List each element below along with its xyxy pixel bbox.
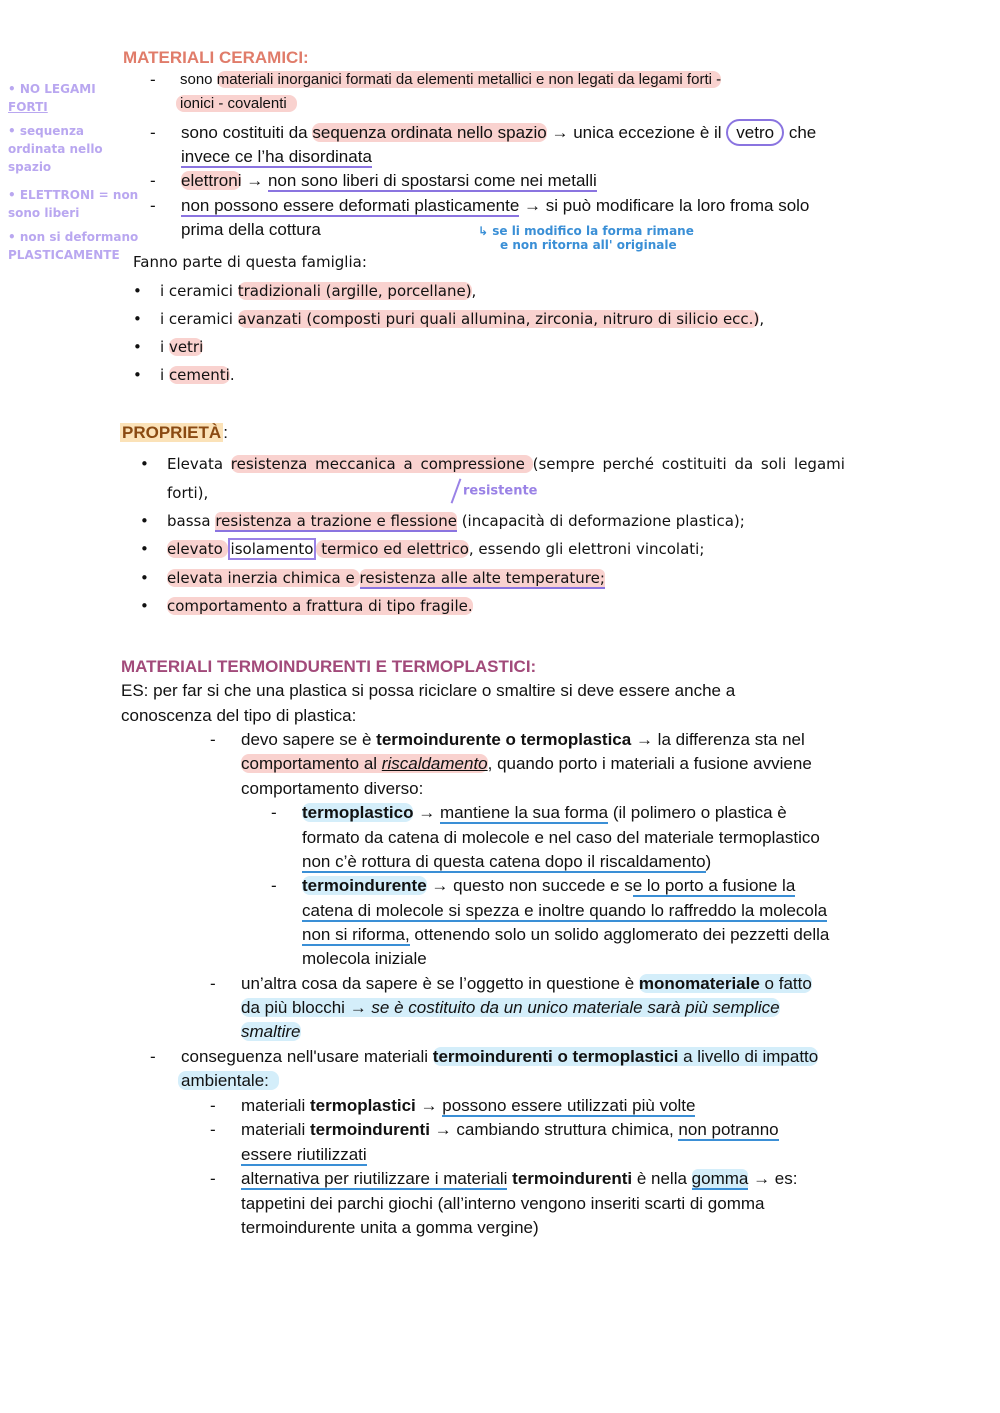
- bullet: •: [140, 455, 149, 473]
- text: (il polimero o plastica è: [608, 803, 787, 822]
- bullet: •: [140, 597, 149, 615]
- text: che: [784, 123, 817, 142]
- termo-sub-item: [210, 1118, 779, 1142]
- highlight: elevato: [167, 540, 228, 558]
- dash: -: [210, 1169, 216, 1188]
- text: → cambiando struttura chimica,: [429, 1120, 679, 1139]
- proprieta-item: [140, 509, 745, 533]
- text: materiali: [241, 1096, 310, 1115]
- highlight: vetri: [168, 338, 204, 356]
- text-line: [167, 594, 473, 618]
- termoplastico-cont: formato da catena di molecole e nel caso del materiale termoplastico: [302, 828, 820, 847]
- margin-note: PLASTICAMENTE: [8, 248, 120, 262]
- termo-intro-2: conoscenza del tipo di plastica:: [121, 706, 357, 725]
- bold-text: termoindurenti: [512, 1169, 633, 1188]
- margin-note: • sequenza: [8, 124, 85, 138]
- highlight: [433, 1047, 818, 1066]
- family-item: [133, 363, 235, 387]
- margin-note: ordinata nello: [8, 142, 103, 156]
- underlined-text: non sono liberi di spostarsi come nei metalli: [267, 171, 597, 190]
- dash: -: [271, 803, 277, 822]
- termoindurente-cont: [302, 899, 827, 923]
- text: conseguenza nell'usare materiali: [181, 1047, 433, 1066]
- text: i ceramici: [160, 282, 238, 300]
- text: (sempre perché costituiti da soli legami: [532, 455, 845, 473]
- text: .: [229, 366, 235, 384]
- text-line: [180, 68, 721, 92]
- text: → es:: [748, 1169, 798, 1188]
- highlight: sequenza ordinata nello spazio: [312, 123, 547, 142]
- bold-text: termoplastici: [309, 1096, 416, 1115]
- highlight: resistenza alle alte temperature;: [359, 569, 605, 587]
- text-line: [302, 874, 795, 898]
- text: ,: [759, 310, 765, 328]
- highlight: termico ed elettrico: [316, 540, 469, 558]
- bullet: •: [133, 366, 142, 384]
- text-line: [241, 1118, 779, 1142]
- italic-text: smaltire: [241, 1022, 301, 1041]
- ceramici-bullet-2-cont: [181, 145, 372, 169]
- ceramici-bullet-4-cont: prima della cottura: [181, 220, 321, 239]
- text: comportamento al: [241, 754, 382, 773]
- margin-note: spazio: [8, 160, 52, 174]
- termo-dash-2-cont: [241, 996, 780, 1020]
- proprieta-item: [140, 537, 705, 561]
- dash: -: [210, 974, 216, 993]
- underlined-text: non possono essere deformati plasticamente: [181, 196, 520, 215]
- underlined-text: catena di molecole si spezza e inoltre quando lo raffreddo la molecola: [302, 901, 828, 920]
- text: i ceramici: [160, 310, 238, 328]
- underlined-text: mantiene la sua forma: [439, 803, 609, 822]
- text: → si può modificare la loro froma solo: [519, 196, 810, 215]
- dash: -: [271, 876, 277, 895]
- underlined-text: essere riutilizzati: [241, 1145, 367, 1164]
- text: i: [160, 338, 169, 356]
- text-line: [241, 728, 805, 752]
- bold-text: termoplastico: [302, 803, 414, 822]
- termoindurente-cont: [302, 923, 829, 947]
- conseguenza-cont: [178, 1069, 279, 1093]
- text: a livello di impatto: [678, 1047, 819, 1066]
- highlight: elettroni: [181, 171, 242, 190]
- underlined-text: alternativa per riutilizzare i materiali: [241, 1169, 508, 1188]
- boxed-word: isolamento: [228, 538, 317, 560]
- conseguenza-item: [150, 1045, 819, 1069]
- termoplastico-cont: [302, 850, 711, 874]
- margin-notes: [8, 80, 158, 264]
- note-stroke: [451, 478, 462, 503]
- bold-text: monomateriale: [638, 974, 760, 993]
- handwritten-note-blue: [478, 224, 694, 252]
- text: materiali: [241, 1120, 310, 1139]
- italic-text: riscaldamento: [381, 754, 488, 773]
- proprieta-item: [140, 566, 605, 590]
- bold-text: termoindurenti: [309, 1120, 430, 1139]
- underlined-text: invece ce l’ha disordinata: [181, 147, 372, 166]
- highlight: resistenza meccanica a compressione: [230, 455, 533, 473]
- underlined-text: non potranno: [678, 1120, 779, 1139]
- text: ): [705, 852, 712, 871]
- ceramici-bullet-4: [150, 194, 810, 218]
- highlight: avanzati (composti puri quali allumina, zirconia, nitruro di silicio ecc.): [237, 310, 760, 328]
- bold-text: termoindurenti o termoplastici: [432, 1047, 679, 1066]
- margin-note: FORTI: [8, 100, 48, 114]
- proprieta-item: [140, 594, 473, 618]
- text: è nella: [632, 1169, 692, 1188]
- termo-sub-item-cont: [241, 1143, 367, 1167]
- proprieta-item-cont: forti),: [167, 484, 209, 502]
- highlight: comportamento a frattura di tipo fragile.: [167, 597, 473, 615]
- termoindurente-item: [271, 874, 796, 898]
- margin-note: • non si deformano: [8, 230, 139, 244]
- text: , quando porto i materiali a fusione avviene: [487, 754, 812, 773]
- text: sono: [180, 71, 217, 88]
- note-line: ↳ se li modifico la forma rimane: [478, 224, 694, 238]
- text: devo sapere se è: [241, 730, 377, 749]
- highlight: cementi: [168, 366, 230, 384]
- termo-intro-1: ES: per far si che una plastica si possa riciclare o smaltire si deve essere anche a: [121, 681, 736, 700]
- proprieta-item: [140, 452, 845, 476]
- text-line: [167, 566, 605, 590]
- text-line: [160, 307, 764, 331]
- bold-text: termoindurente o termoplastica: [376, 730, 632, 749]
- underlined-text: non si riforma,: [302, 925, 410, 944]
- dash: -: [150, 70, 156, 89]
- handwritten-note-purple: [455, 478, 537, 504]
- highlight: ionici - covalenti: [176, 95, 297, 112]
- text-line: [167, 537, 704, 561]
- termo-dash-1: [210, 728, 805, 752]
- underlined-text: e lo porto a fusione la: [632, 876, 796, 895]
- text-line: [241, 972, 812, 996]
- termo-sub-item-cont: tappetini dei parchi giochi (all’interno vengono inseriti scarti di gomma: [241, 1194, 765, 1213]
- family-intro: Fanno parte di questa famiglia:: [133, 253, 367, 271]
- arrow: →: [413, 803, 440, 822]
- text-line: [302, 801, 787, 825]
- underlined-text: possono essere utilizzati più volte: [442, 1096, 696, 1115]
- text-line: [181, 169, 597, 193]
- text: → unica eccezione è il: [546, 123, 727, 142]
- bullet: •: [133, 338, 142, 356]
- dash: -: [150, 123, 156, 142]
- dash: -: [210, 1096, 216, 1115]
- text: da più blocchi: [241, 998, 350, 1017]
- bullet: •: [140, 540, 149, 558]
- ceramici-bullet-2: [150, 121, 817, 145]
- termo-dash-1-cont: [241, 752, 812, 776]
- dash: -: [150, 1047, 156, 1066]
- termo-dash-2: [210, 972, 812, 996]
- highlight: [241, 754, 488, 773]
- text: ,: [471, 282, 477, 300]
- highlight: [639, 974, 812, 993]
- highlight: materiali inorganici formati da elementi metallici e non legati da legami forti -: [216, 71, 722, 88]
- arrow: →: [415, 1096, 443, 1115]
- colon: :: [223, 423, 228, 442]
- text: → la differenza sta nel: [631, 730, 805, 749]
- arrow: →: [241, 171, 268, 190]
- text-line: [167, 452, 845, 476]
- text-line: [181, 121, 816, 145]
- bullet: •: [140, 512, 149, 530]
- text-line: [181, 1045, 818, 1069]
- family-item: [133, 279, 477, 303]
- highlight: ambientale:: [178, 1071, 279, 1090]
- termo-dash-2-cont: [241, 1020, 301, 1044]
- highlight: [241, 998, 780, 1017]
- text-line: [160, 363, 235, 387]
- bold-text: termoindurente: [302, 876, 427, 895]
- termo-sub-item: [210, 1167, 798, 1191]
- highlight: elevata inerzia chimica e: [167, 569, 360, 587]
- note-line: e non ritorna all' originale: [500, 238, 677, 252]
- termo-sub-item-cont: termoindurente unita a gomma vergine): [241, 1218, 539, 1237]
- margin-note: • ELETTRONI = non: [8, 188, 139, 202]
- underlined-text: non c’è rottura di questa catena dopo il riscaldamento: [302, 852, 706, 871]
- text: bassa: [167, 512, 216, 530]
- note-text: resistente: [463, 483, 538, 499]
- text: , essendo gli elettroni vincolati;: [468, 540, 705, 558]
- termoindurente-cont: molecola iniziale: [302, 949, 427, 968]
- text: sono costituiti da: [181, 123, 313, 142]
- dash: -: [150, 196, 156, 215]
- italic-text: → se è costituito da un unico materiale sarà più semplice: [349, 998, 780, 1017]
- circled-word: vetro: [726, 119, 784, 146]
- text: i: [160, 366, 169, 384]
- text-line: [160, 335, 203, 359]
- title-text: PROPRIETÀ: [122, 423, 222, 442]
- text: Elevata: [167, 455, 231, 473]
- termo-sub-item: [210, 1094, 696, 1118]
- family-item: [133, 307, 765, 331]
- ceramici-bullet-3: [150, 169, 597, 193]
- bullet: •: [133, 310, 142, 328]
- text-line: [241, 1167, 797, 1191]
- text: o fatto: [759, 974, 812, 993]
- bullet: •: [140, 569, 149, 587]
- section-title-termo: MATERIALI TERMOINDURENTI E TERMOPLASTICI:: [121, 657, 537, 676]
- section-title-ceramici: MATERIALI CERAMICI:: [123, 48, 309, 67]
- margin-note: sono liberi: [8, 206, 80, 220]
- highlight: resistenza a trazione e flessione: [215, 512, 457, 530]
- ceramici-bullet-1-cont: [176, 92, 297, 116]
- dash: -: [210, 730, 216, 749]
- text: un’altra cosa da sapere è se l’oggetto in questione è: [241, 974, 639, 993]
- bullet: •: [133, 282, 142, 300]
- margin-note: • NO LEGAMI: [8, 82, 96, 96]
- text-line: [241, 1094, 695, 1118]
- termoplastico-item: [271, 801, 787, 825]
- text: (incapacità di deformazione plastica);: [456, 512, 745, 530]
- dash: -: [210, 1120, 216, 1139]
- section-title-proprieta: [120, 423, 228, 443]
- dash: -: [150, 171, 156, 190]
- termo-dash-1-cont: comportamento diverso:: [241, 779, 424, 798]
- underlined-text: gomma: [691, 1169, 749, 1188]
- text-line: [167, 509, 745, 533]
- text-line: [160, 279, 476, 303]
- highlight: tradizionali (argille, porcellane): [237, 282, 472, 300]
- text-line: [181, 194, 809, 218]
- text: → questo non succede e s: [426, 876, 633, 895]
- ceramici-bullet-1: [150, 68, 722, 92]
- text: ottenendo solo un solido agglomerato dei pezzetti della: [409, 925, 830, 944]
- family-item: [133, 335, 204, 359]
